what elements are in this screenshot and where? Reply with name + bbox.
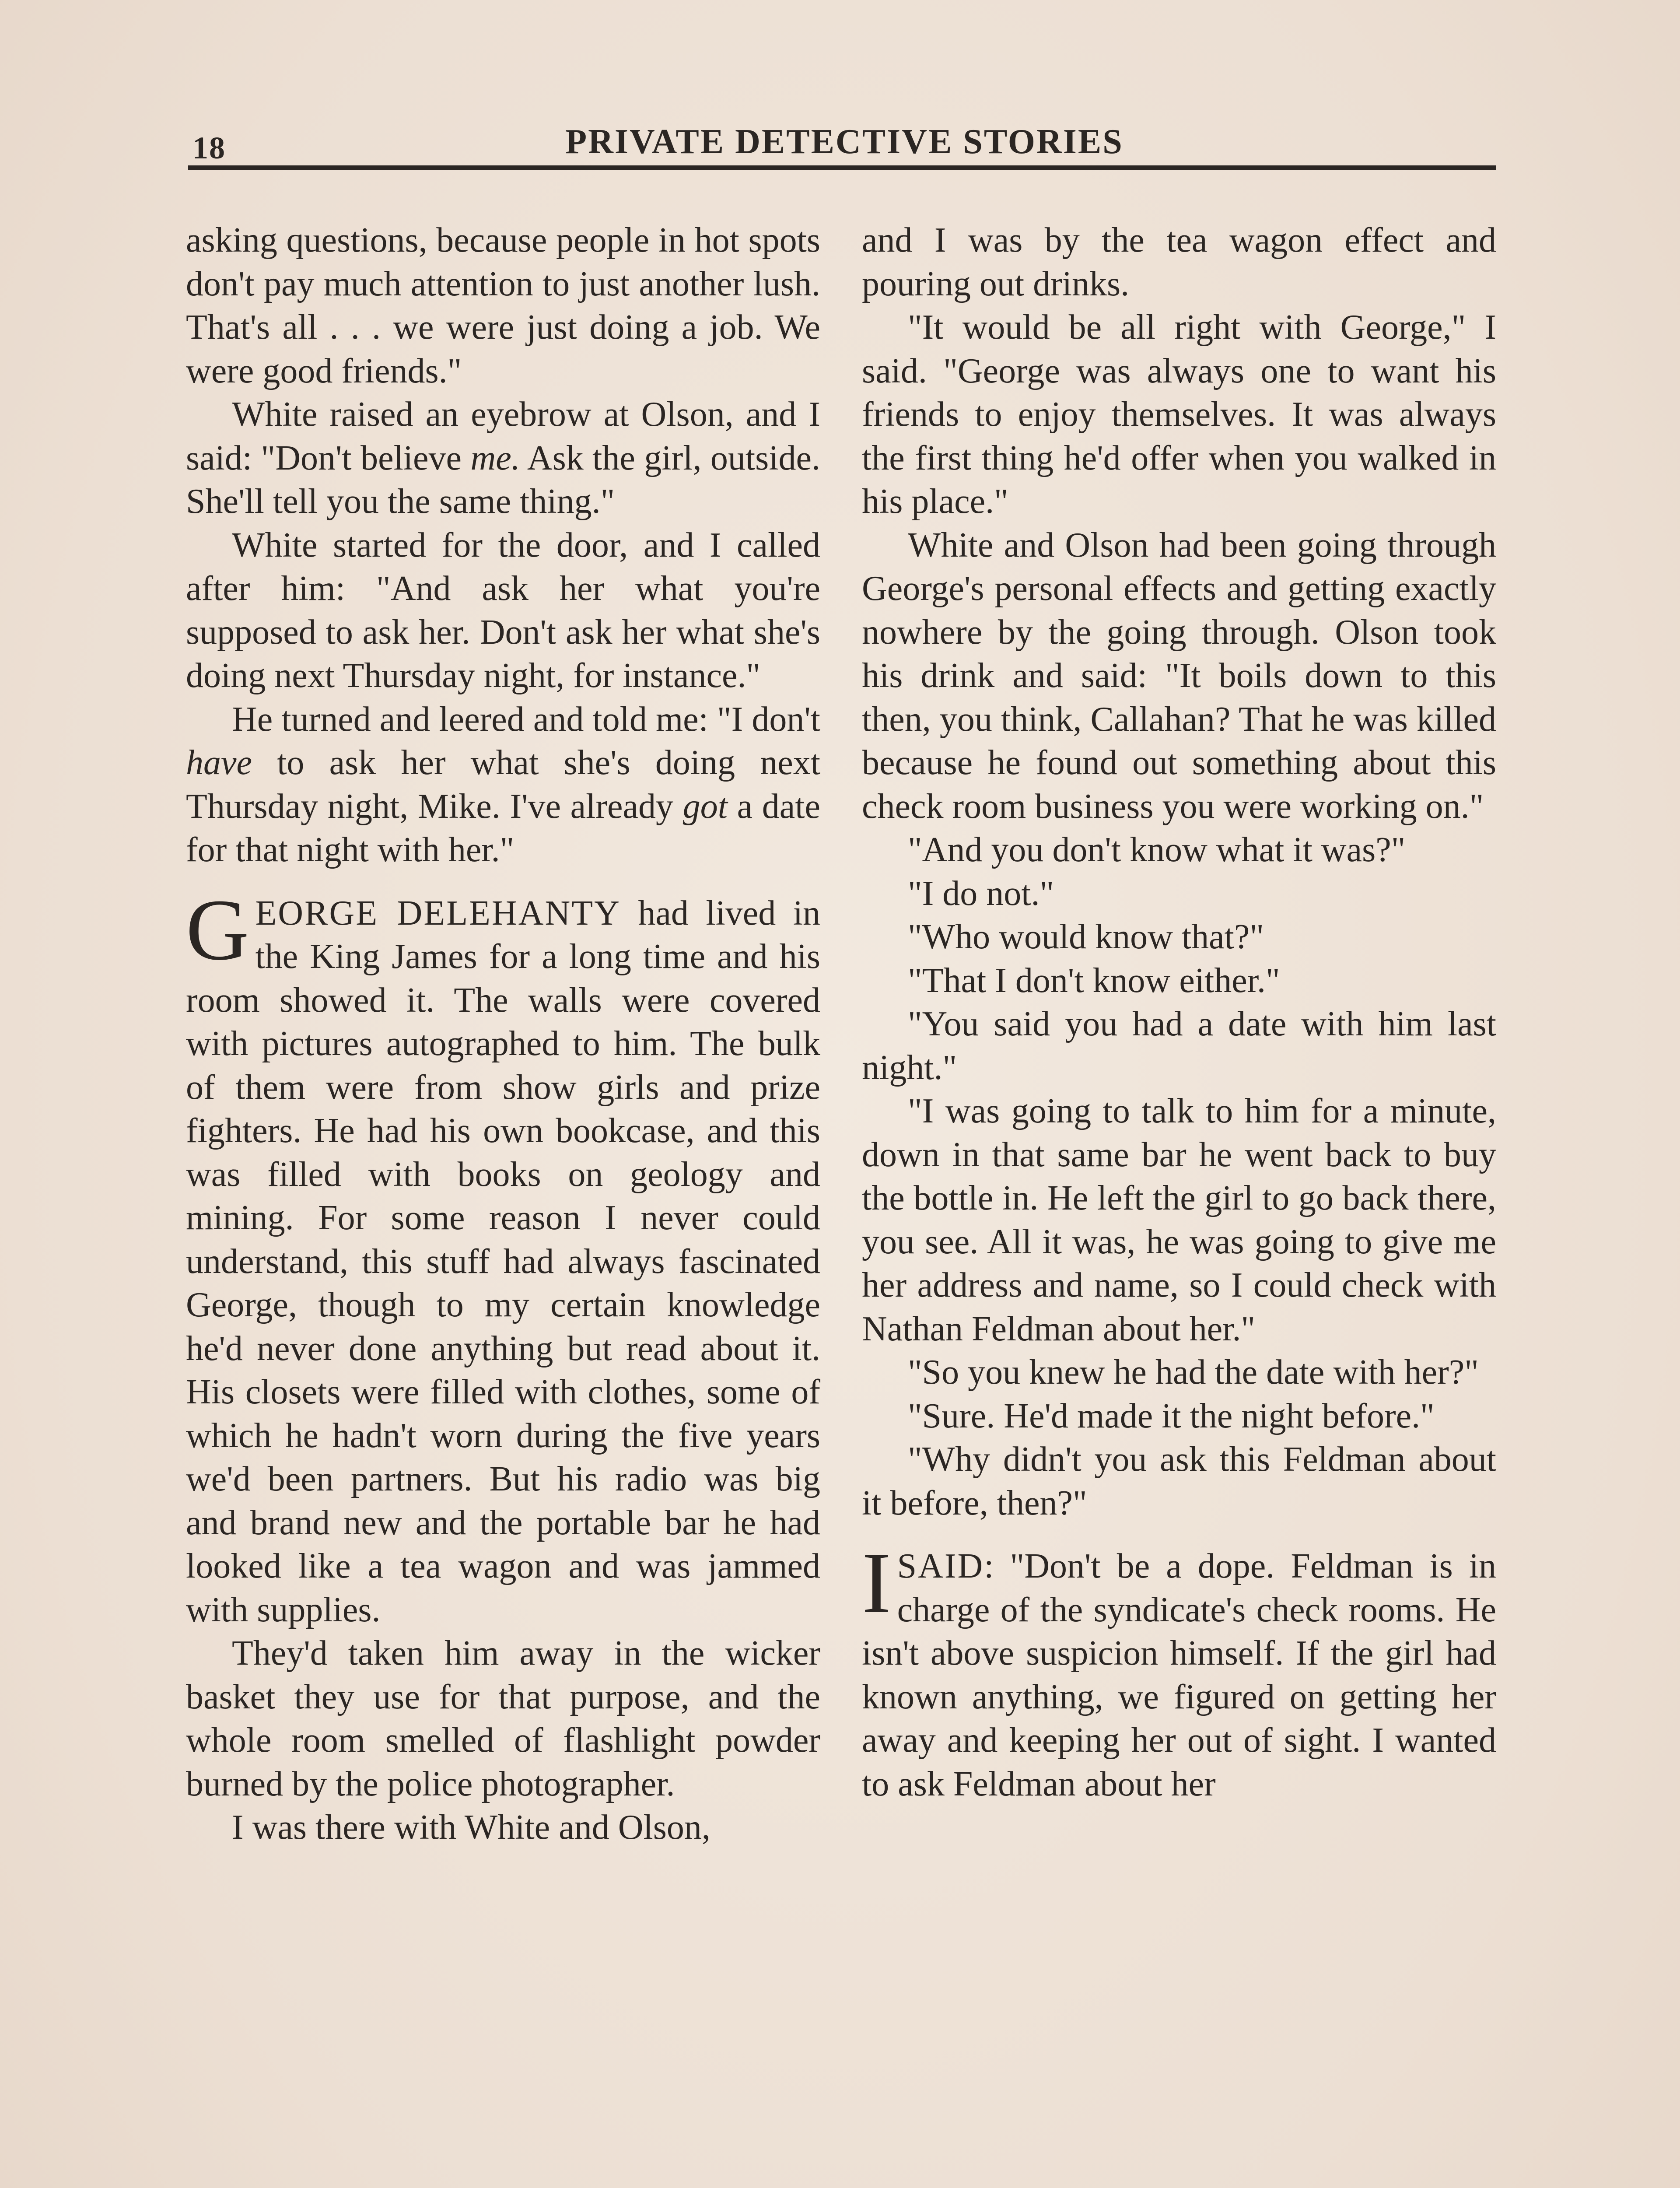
emphasis: got [682, 787, 728, 826]
drop-cap: G [186, 881, 249, 978]
paragraph: and I was by the tea wagon effect and pouring out drinks. [862, 221, 1496, 303]
page-header [192, 118, 1496, 166]
paragraph: "So you knew he had the date with her?" [908, 1353, 1479, 1392]
emphasis: have [186, 743, 252, 782]
paragraph: He turned and leered and told me: "I don't have to ask her what she's doing next Thursday night, Mike. I've already got a date for that night with her." [186, 700, 820, 869]
paragraph: I was there with White and Olson, [232, 1808, 710, 1847]
paragraph: "And you don't know what it was?" [908, 831, 1406, 869]
paragraph: "Sure. He'd made it the night before." [908, 1396, 1435, 1435]
right-column [862, 219, 1496, 1806]
paragraph: "Who would know that?" [908, 918, 1264, 956]
paragraph: "You said you had a date with him last night." [862, 1005, 1496, 1087]
paragraph: "That I don't know either." [908, 961, 1280, 1000]
left-column [186, 219, 820, 1850]
paragraph: White raised an eyebrow at Olson, and I said: "Don't believe me. Ask the girl, outside. She'll tell you the same thing." [186, 395, 820, 521]
page-number: 18 [192, 130, 226, 165]
paragraph: White started for the door, and I called after him: "And ask her what you're supposed to ask her. Don't ask her what she's doing next Thursday night, for instance." [186, 526, 820, 695]
drop-cap: I [862, 1535, 891, 1631]
section-paragraph: I SAID: "Don't be a dope. Feldman is in charge of the syndicate's check rooms. He isn't above suspicion himself. If the girl had known anything, we figured on getting her away and keeping her out of sight. I wanted to ask Feldman about her [862, 1535, 1496, 1803]
paragraph: "Why didn't you ask this Feldman about it before, then?" [862, 1440, 1496, 1522]
emphasis: me. [470, 438, 520, 477]
small-caps-lead: EORGE DELEHANTY [255, 894, 621, 933]
paragraph: asking questions, because people in hot spots don't pay much attention to just another lush. That's all . . . we were just doing a job. We were good friends." [186, 221, 820, 390]
paragraph: They'd taken him away in the wicker basket they use for that purpose, and the whole room smelled of flashlight powder burned by the police photographer. [186, 1634, 820, 1803]
paragraph: "I was going to talk to him for a minute, down in that same bar he went back to buy the bottle in. He left the girl to go back there, you see. All it was, he was going to give me her address and name, so I could check with Nathan Feldman about her." [862, 1092, 1496, 1348]
section-paragraph: GEORGE DELEHANTY had lived in the King James for a long time and his room showed it. The walls were covered with pictures autographed to him. The bulk of them were from show girls and prize fighters. He had his own bookcase, and this was filled with books on geology and mining. For some reason I never could understand, this stuff had always fascinated George, though to my certain knowledge he'd never done anything but read about it. His closets were filled with clothes, some of which he hadn't worn during the five years we'd been partners. But his radio was big and brand new and the portable bar he had looked like a tea wagon and was jammed with supplies. [186, 881, 820, 1629]
running-title: PRIVATE DETECTIVE STORIES [565, 123, 1124, 161]
small-caps-lead: SAID [897, 1547, 984, 1585]
header-rule [188, 165, 1496, 170]
paragraph: "I do not." [908, 874, 1054, 913]
paragraph: "It would be all right with George," I said. "George was always one to want his friends to enjoy themselves. It was always the first thing he'd offer when you walked in his place." [862, 308, 1496, 521]
paragraph: White and Olson had been going through George's personal effects and getting exactly nowhere by the going through. Olson took his drink and said: "It boils down to this then, you think, Callahan? That he was killed because he found out something about this check room business you were working on." [862, 526, 1496, 826]
